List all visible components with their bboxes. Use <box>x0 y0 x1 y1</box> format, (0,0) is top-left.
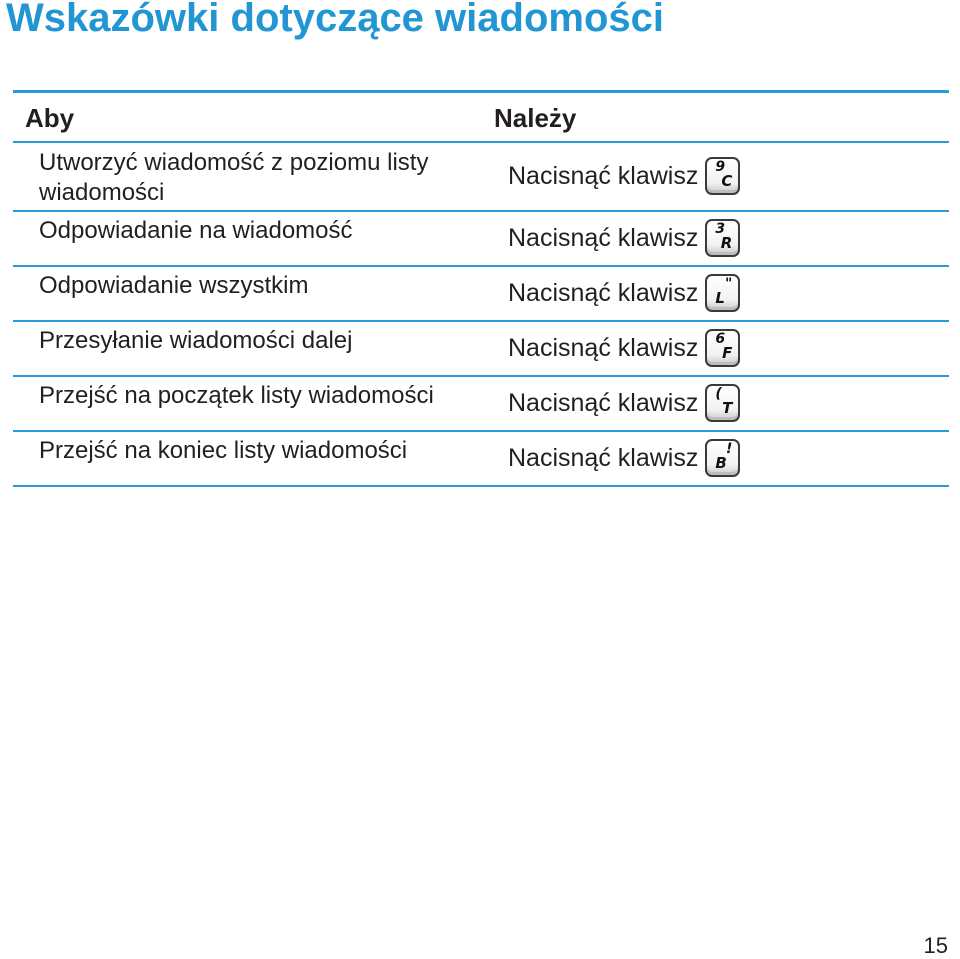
key-c-icon <box>705 157 740 195</box>
action-text: Nacisnąć klawisz <box>508 161 699 190</box>
key-alt-label: 3 <box>715 221 726 237</box>
row-task: Przesyłanie wiadomości dalej <box>39 327 353 354</box>
row-action <box>508 273 740 313</box>
key-alt-label: " <box>725 276 733 292</box>
key-main-label: T <box>722 399 733 417</box>
row-task: Utworzyć wiadomość z poziomu listy wiadomości <box>39 149 429 206</box>
key-main-label: F <box>722 344 733 362</box>
table-row <box>13 377 949 432</box>
row-task: Odpowiadanie na wiadomość <box>39 217 353 244</box>
page-number: 15 <box>923 933 948 958</box>
action-text: Nacisnąć klawisz <box>508 443 699 472</box>
table-header-row <box>13 93 949 143</box>
row-task: Przejść na początek listy wiadomości <box>39 382 434 409</box>
table-row <box>13 432 949 487</box>
key-t-icon <box>705 384 740 422</box>
key-main-label: L <box>715 289 725 307</box>
row-task: Odpowiadanie wszystkim <box>39 272 309 299</box>
key-main-label: C <box>721 172 733 190</box>
row-action <box>508 218 740 258</box>
action-text: Nacisnąć klawisz <box>508 278 699 307</box>
row-task: Przejść na koniec listy wiadomości <box>39 437 408 464</box>
key-alt-label: ( <box>715 386 722 402</box>
table-row <box>13 143 949 212</box>
row-action <box>508 383 740 423</box>
action-text: Nacisnąć klawisz <box>508 388 699 417</box>
key-main-label: B <box>715 454 727 472</box>
row-action <box>508 328 740 368</box>
table-row <box>13 322 949 377</box>
key-f-icon <box>705 329 740 367</box>
key-alt-label: 9 <box>715 159 726 175</box>
key-b-icon <box>705 439 740 477</box>
shortcuts-table <box>13 90 949 487</box>
key-r-icon <box>705 219 740 257</box>
header-action: Należy <box>494 103 577 133</box>
row-action <box>508 156 740 196</box>
action-text: Nacisnąć klawisz <box>508 333 699 362</box>
key-alt-label: 6 <box>715 331 726 347</box>
action-text: Nacisnąć klawisz <box>508 223 699 252</box>
table-row <box>13 212 949 267</box>
table-row <box>13 267 949 322</box>
key-l-icon <box>705 274 740 312</box>
row-action <box>508 438 740 478</box>
key-alt-label: ! <box>725 441 733 457</box>
header-task: Aby <box>25 103 75 133</box>
page-title: Wskazówki dotyczące wiadomości <box>6 0 664 40</box>
key-main-label: R <box>720 234 733 252</box>
